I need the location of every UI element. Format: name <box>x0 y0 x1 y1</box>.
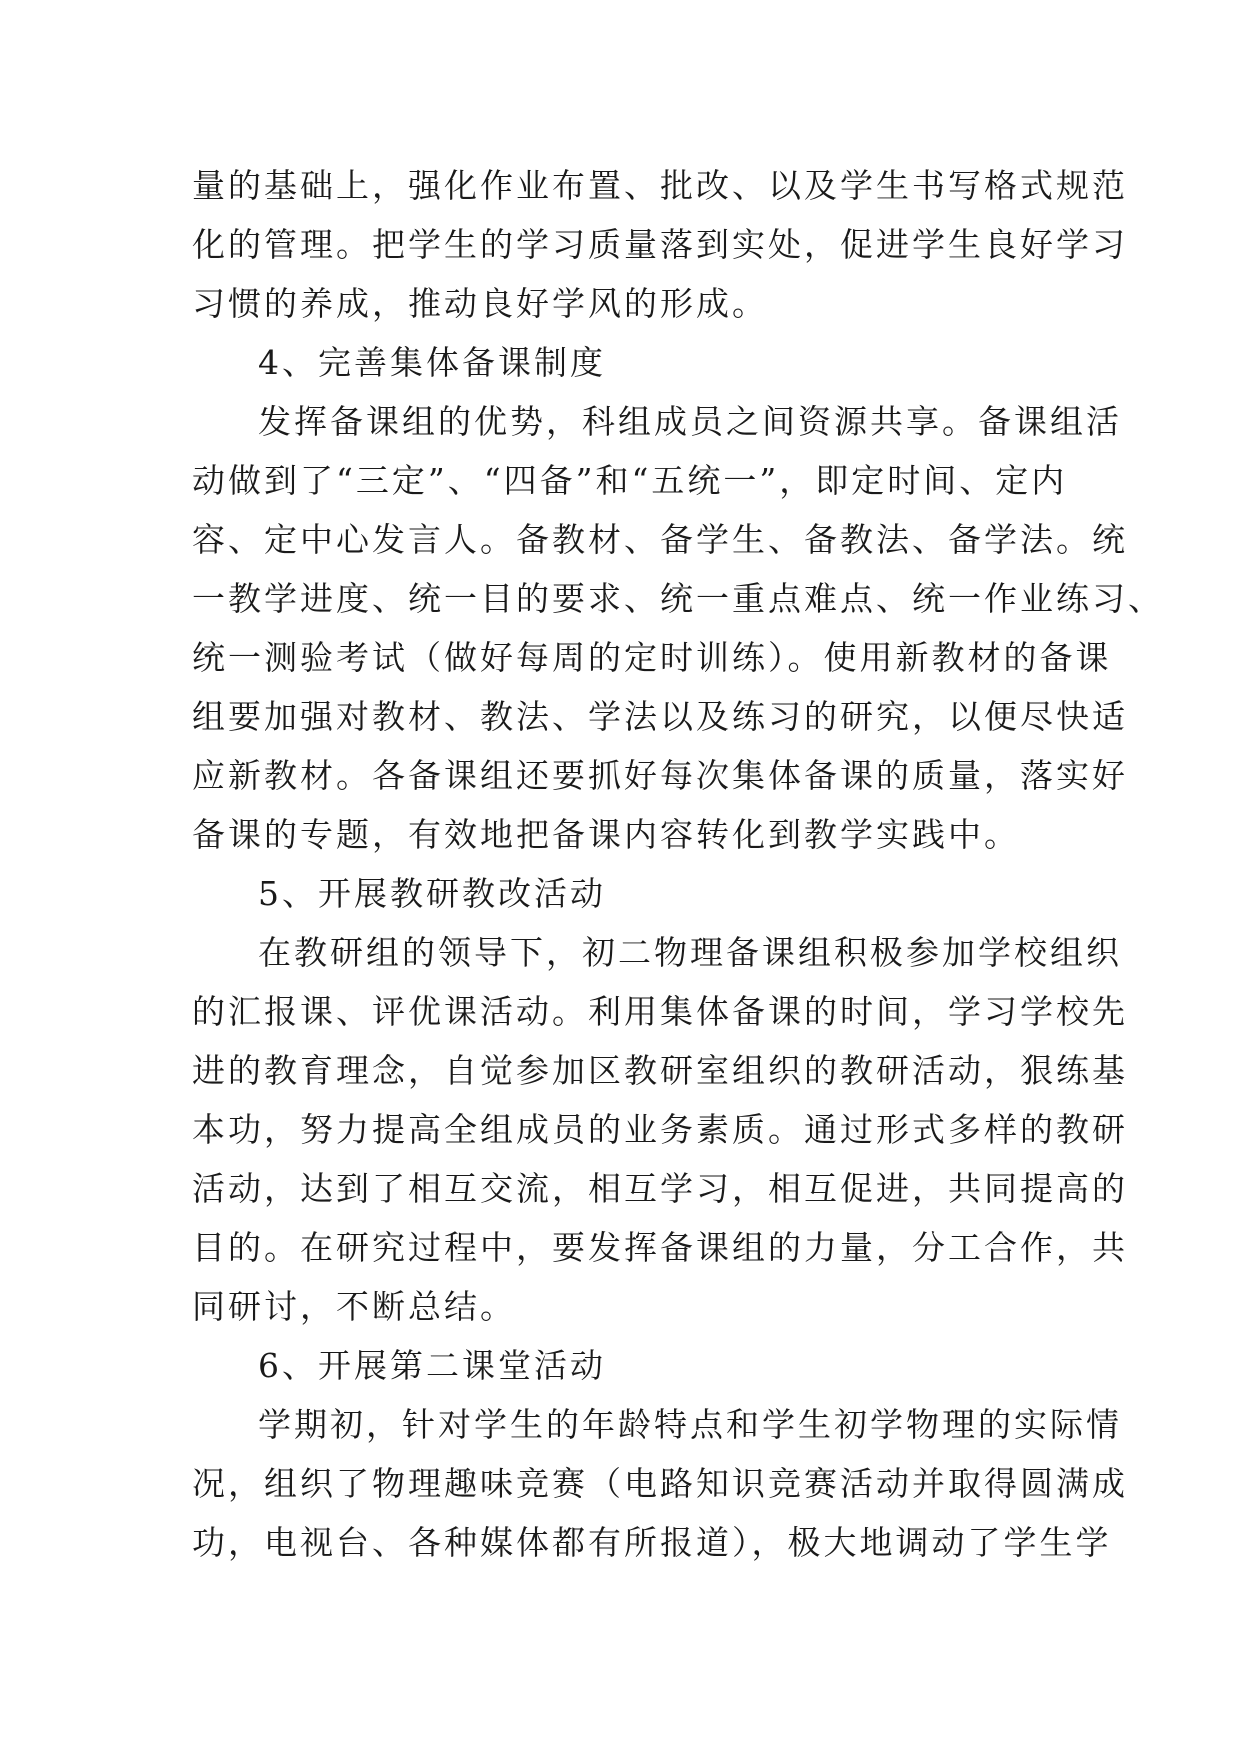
text-line: 本功，努力提高全组成员的业务素质。通过形式多样的教研 <box>192 1110 1128 1149</box>
text-line: 一教学进度、统一目的要求、统一重点难点、统一作业练习、 <box>192 579 1164 618</box>
text-line: 功，电视台、各种媒体都有所报道），极大地调动了学生学 <box>192 1523 1112 1562</box>
text-line: 的汇报课、评优课活动。利用集体备课的时间，学习学校先 <box>192 992 1128 1031</box>
text-line: 应新教材。各备课组还要抓好每次集体备课的质量，落实好 <box>192 756 1128 795</box>
text-line: 备课的专题，有效地把备课内容转化到教学实践中。 <box>192 815 1020 854</box>
text-line: 组要加强对教材、教法、学法以及练习的研究，以便尽快适 <box>192 697 1128 736</box>
text-line: 同研讨，不断总结。 <box>192 1287 516 1326</box>
text-line: 况，组织了物理趣味竞赛（电路知识竞赛活动并取得圆满成 <box>192 1464 1128 1503</box>
text-line: 学期初，针对学生的年龄特点和学生初学物理的实际情 <box>258 1405 1122 1444</box>
text-line: 5、开展教研教改活动 <box>258 874 606 913</box>
text-line: 化的管理。把学生的学习质量落到实处，促进学生良好学习 <box>192 225 1128 264</box>
text-line: 发挥备课组的优势，科组成员之间资源共享。备课组活 <box>258 402 1122 441</box>
text-line: 量的基础上，强化作业布置、批改、以及学生书写格式规范 <box>192 166 1128 205</box>
document-body <box>192 156 1164 1572</box>
text-line: 目的。在研究过程中，要发挥备课组的力量，分工合作，共 <box>192 1228 1128 1267</box>
text-line: 6、开展第二课堂活动 <box>258 1346 606 1385</box>
text-line: 活动，达到了相互交流，相互学习，相互促进，共同提高的 <box>192 1169 1128 1208</box>
text-line: 在教研组的领导下，初二物理备课组积极参加学校组织 <box>258 933 1122 972</box>
text-line: 习惯的养成，推动良好学风的形成。 <box>192 284 768 323</box>
text-line: 动做到了“三定”、“四备”和“五统一”，即定时间、定内 <box>192 461 1068 500</box>
text-line: 进的教育理念，自觉参加区教研室组织的教研活动，狠练基 <box>192 1051 1128 1090</box>
text-line: 容、定中心发言人。备教材、备学生、备教法、备学法。统 <box>192 520 1128 559</box>
text-line: 4、完善集体备课制度 <box>258 343 606 382</box>
text-line: 统一测验考试（做好每周的定时训练）。使用新教材的备课 <box>192 638 1112 677</box>
